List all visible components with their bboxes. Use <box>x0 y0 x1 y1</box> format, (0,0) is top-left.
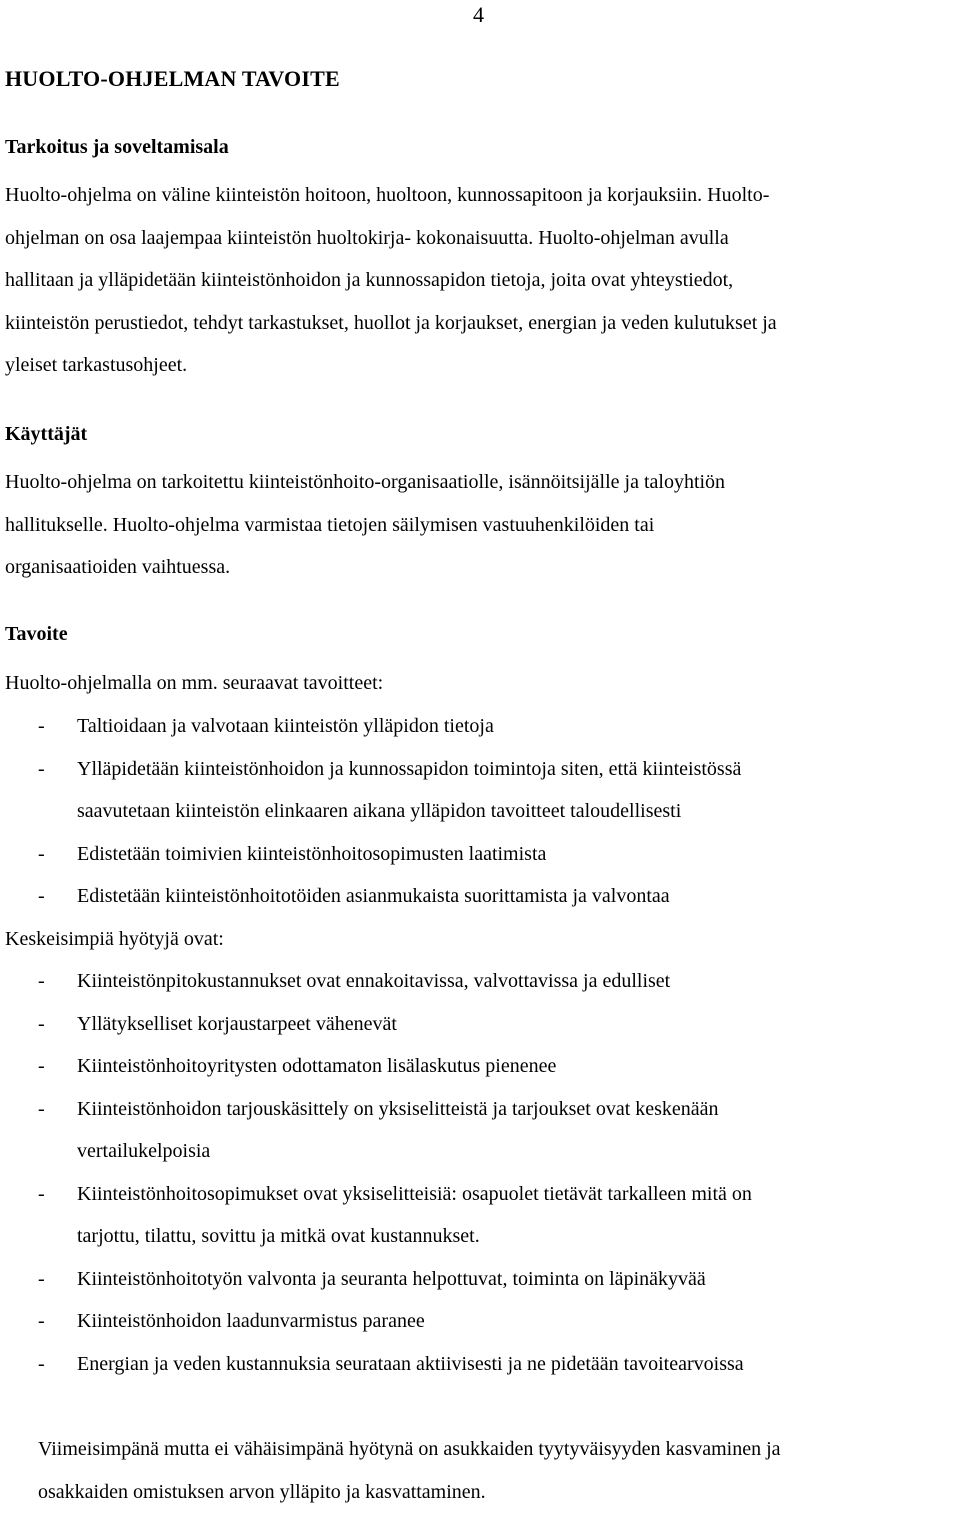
benefits-list <box>0 960 752 1385</box>
section-heading-users: Käyttäjät <box>5 420 87 448</box>
dash-bullet: - <box>38 748 45 791</box>
section-heading-goal: Tavoite <box>5 620 68 648</box>
text-line: organisaatioiden vaihtuessa. <box>5 546 960 589</box>
text-line: Viimeisimpänä mutta ei vähäisimpänä hyötynä on asukkaiden tyytyväisyyden kasvaminen ja <box>38 1428 960 1471</box>
list-item <box>0 1173 752 1258</box>
list-item <box>0 1003 752 1046</box>
list-item-text: Kiinteistönpitokustannukset ovat ennakoitavissa, valvottavissa ja edulliset <box>77 960 752 1003</box>
list-item <box>0 748 741 833</box>
text-line: Keskeisimpiä hyötyjä ovat: <box>5 918 960 961</box>
section-heading-purpose: Tarkoitus ja soveltamisala <box>5 133 229 161</box>
closing-paragraph <box>38 1428 960 1513</box>
list-item <box>0 1258 752 1301</box>
list-item-text: Kiinteistönhoidon tarjouskäsittely on yksiselitteistä ja tarjoukset ovat keskenään <box>77 1088 752 1131</box>
list-item-text: Edistetään toimivien kiinteistönhoitosopimusten laatimista <box>77 833 741 876</box>
text-line: osakkaiden omistuksen arvon ylläpito ja kasvattaminen. <box>38 1471 960 1513</box>
goal-intro <box>5 662 960 705</box>
list-item <box>0 960 752 1003</box>
list-item-text: Energian ja veden kustannuksia seurataan aktiivisesti ja ne pidetään tavoitearvoissa <box>77 1343 752 1386</box>
page-title: HUOLTO-OHJELMAN TAVOITE <box>5 64 340 94</box>
text-line: ohjelman on osa laajempaa kiinteistön huoltokirja- kokonaisuutta. Huolto-ohjelman avulla <box>5 217 960 260</box>
dash-bullet: - <box>38 833 45 876</box>
text-line: kiinteistön perustiedot, tehdyt tarkastukset, huollot ja korjaukset, energian ja veden kulutukset ja <box>5 302 960 345</box>
list-item <box>0 705 741 748</box>
text-line: yleiset tarkastusohjeet. <box>5 344 960 387</box>
paragraph-users <box>5 461 960 589</box>
dash-bullet: - <box>38 1173 45 1216</box>
list-item-text: Ylläpidetään kiinteistönhoidon ja kunnossapidon toimintoja siten, että kiinteistössä <box>77 748 741 791</box>
list-item <box>0 833 741 876</box>
dash-bullet: - <box>38 1343 45 1386</box>
text-line: hallitaan ja ylläpidetään kiinteistönhoidon ja kunnossapidon tietoja, joita ovat yhteystiedot, <box>5 259 960 302</box>
text-line: hallitukselle. Huolto-ohjelma varmistaa tietojen säilymisen vastuuhenkilöiden tai <box>5 504 960 547</box>
page-number: 4 <box>473 0 484 30</box>
paragraph-purpose <box>5 174 960 387</box>
text-line: Huolto-ohjelmalla on mm. seuraavat tavoitteet: <box>5 662 960 705</box>
list-item <box>0 1300 752 1343</box>
list-item-text: vertailukelpoisia <box>77 1130 752 1173</box>
dash-bullet: - <box>38 875 45 918</box>
dash-bullet: - <box>38 1003 45 1046</box>
list-item-text: saavutetaan kiinteistön elinkaaren aikana ylläpidon tavoitteet taloudellisesti <box>77 790 741 833</box>
dash-bullet: - <box>38 960 45 1003</box>
goal-list <box>0 705 741 918</box>
list-item <box>0 1343 752 1386</box>
list-item-text: Kiinteistönhoitotyön valvonta ja seuranta helpottuvat, toiminta on läpinäkyvää <box>77 1258 752 1301</box>
list-item-text: tarjottu, tilattu, sovittu ja mitkä ovat kustannukset. <box>77 1215 752 1258</box>
dash-bullet: - <box>38 1258 45 1301</box>
text-line: Huolto-ohjelma on väline kiinteistön hoitoon, huoltoon, kunnossapitoon ja korjauksiin. Huolto- <box>5 174 960 217</box>
dash-bullet: - <box>38 705 45 748</box>
list-item-text: Yllätykselliset korjaustarpeet vähenevät <box>77 1003 752 1046</box>
dash-bullet: - <box>38 1088 45 1131</box>
list-item <box>0 875 741 918</box>
list-item-text: Kiinteistönhoitoyritysten odottamaton lisälaskutus pienenee <box>77 1045 752 1088</box>
list-item <box>0 1045 752 1088</box>
dash-bullet: - <box>38 1300 45 1343</box>
text-line: Huolto-ohjelma on tarkoitettu kiinteistönhoito-organisaatiolle, isännöitsijälle ja taloyhtiön <box>5 461 960 504</box>
list-item <box>0 1088 752 1173</box>
benefits-intro <box>5 918 960 961</box>
dash-bullet: - <box>38 1045 45 1088</box>
list-item-text: Kiinteistönhoidon laadunvarmistus paranee <box>77 1300 752 1343</box>
list-item-text: Taltioidaan ja valvotaan kiinteistön ylläpidon tietoja <box>77 705 741 748</box>
list-item-text: Edistetään kiinteistönhoitotöiden asianmukaista suorittamista ja valvontaa <box>77 875 741 918</box>
list-item-text: Kiinteistönhoitosopimukset ovat yksiselitteisiä: osapuolet tietävät tarkalleen mitä on <box>77 1173 752 1216</box>
